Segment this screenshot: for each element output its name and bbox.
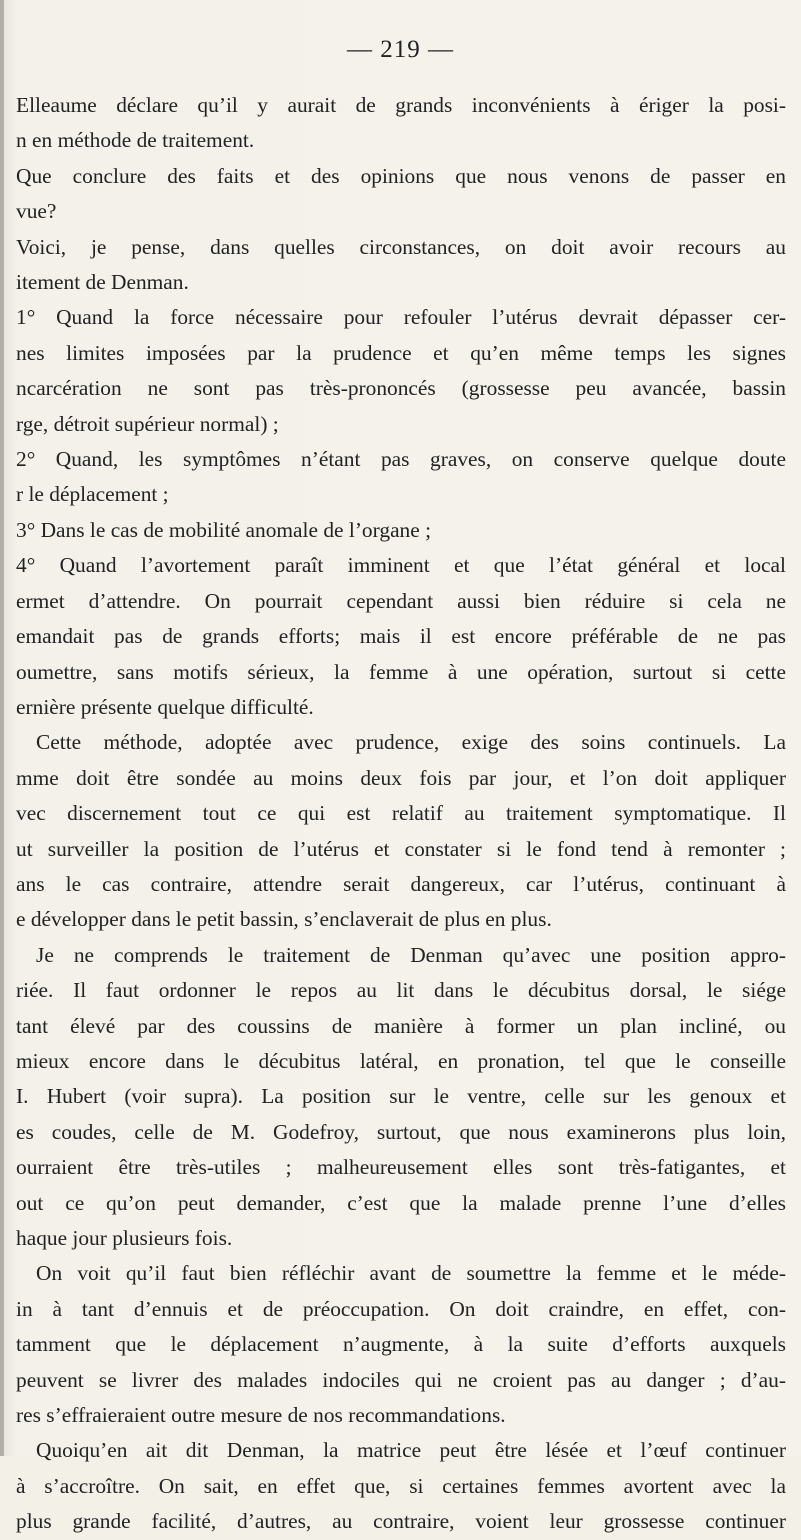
text-line: nes limites imposées par la prudence et qu’en même temps les signes	[16, 340, 786, 365]
text-line: riée. Il faut ordonner le repos au lit dans le décubitus dorsal, le siége	[16, 978, 786, 1003]
text-line: On voit qu’il faut bien réfléchir avant de soumettre la femme et le méde-	[36, 1261, 786, 1286]
text-line: ourraient être très-utiles ; malheureusement elles sont très-fatigantes, et	[16, 1155, 786, 1180]
text-line: 1° Quand la force nécessaire pour refouler l’utérus devrait dépasser cer-	[16, 305, 786, 330]
text-line: rge, détroit supérieur normal) ;	[16, 411, 279, 436]
text-line: ermet d’attendre. On pourrait cependant aussi bien réduire si cela ne	[16, 588, 786, 613]
text-line: tamment que le déplacement n’augmente, à la suite d’efforts auxquels	[16, 1332, 786, 1357]
text-line: Voici, je pense, dans quelles circonstances, on doit avoir recours au	[16, 234, 786, 259]
text-line: emandait pas de grands efforts; mais il est encore préférable de ne pas	[16, 624, 786, 649]
text-line: mme doit être sondée au moins deux fois par jour, et l’on doit appliquer	[16, 765, 786, 790]
text-line: ut surveiller la position de l’utérus et constater si le fond tend à remonter ;	[16, 836, 786, 861]
body-text	[16, 88, 786, 1540]
text-line: 2° Quand, les symptômes n’étant pas graves, on conserve quelque doute	[16, 447, 786, 472]
text-line: itement de Denman.	[16, 270, 189, 295]
text-line: plus grande facilité, d’autres, au contraire, voient leur grossesse continuer	[16, 1509, 786, 1534]
text-line: peuvent se livrer des malades indociles qui ne croient pas au danger ; d’au-	[16, 1367, 786, 1392]
text-line: mieux encore dans le décubitus latéral, en pronation, tel que le conseille	[16, 1048, 786, 1073]
text-line: Quoiqu’en ait dit Denman, la matrice peut être lésée et l’œuf continuer	[36, 1438, 786, 1463]
text-line: haque jour plusieurs fois.	[16, 1226, 233, 1250]
text-line: Cette méthode, adoptée avec prudence, exige des soins continuels. La	[36, 730, 786, 755]
text-line: 3° Dans le cas de mobilité anomale de l’organe ;	[16, 517, 432, 542]
text-line: oumettre, sans motifs sérieux, la femme à une opération, surtout si cette	[16, 659, 786, 684]
text-line: ernière présente quelque difficulté.	[16, 694, 314, 719]
text-line: à s’accroître. On sait, en effet que, si certaines femmes avortent avec la	[16, 1473, 786, 1498]
text-line: 4° Quand l’avortement paraît imminent et que l’état général et local	[16, 553, 786, 578]
page-spine-shadow	[0, 0, 4, 1456]
text-line: ans le cas contraire, attendre serait dangereux, car l’utérus, continuant à	[16, 871, 786, 896]
text-line: I. Hubert (voir supra). La position sur le ventre, celle sur les genoux et	[16, 1084, 786, 1109]
text-line: ncarcération ne sont pas très-prononcés (grossesse peu avancée, bassin	[16, 376, 786, 401]
page-number-header: — 219 —	[347, 36, 454, 63]
text-line: Elleaume déclare qu’il y aurait de grands inconvénients à ériger la posi-	[16, 93, 786, 117]
text-line: tant élevé par des coussins de manière à former un plan incliné, ou	[16, 1013, 786, 1038]
text-line: e développer dans le petit bassin, s’enclaverait de plus en plus.	[16, 907, 552, 932]
text-line: n en méthode de traitement.	[16, 128, 255, 153]
text-line: vue?	[16, 199, 57, 224]
text-line: res s’effraieraient outre mesure de nos recommandations.	[16, 1403, 506, 1428]
text-line: Je ne comprends le traitement de Denman qu’avec une position appro-	[36, 942, 786, 967]
text-line: es coudes, celle de M. Godefroy, surtout, que nous examinerons plus loin,	[16, 1119, 786, 1144]
text-line: out ce qu’on peut demander, c’est que la malade prenne l’une d’elles	[16, 1190, 786, 1215]
text-line: r le déplacement ;	[16, 482, 169, 507]
text-line: in à tant d’ennuis et de préoccupation. On doit craindre, en effet, con-	[16, 1296, 786, 1321]
text-line: Que conclure des faits et des opinions que nous venons de passer en	[16, 163, 786, 188]
text-line: vec discernement tout ce qui est relatif au traitement symptomatique. Il	[16, 801, 786, 826]
